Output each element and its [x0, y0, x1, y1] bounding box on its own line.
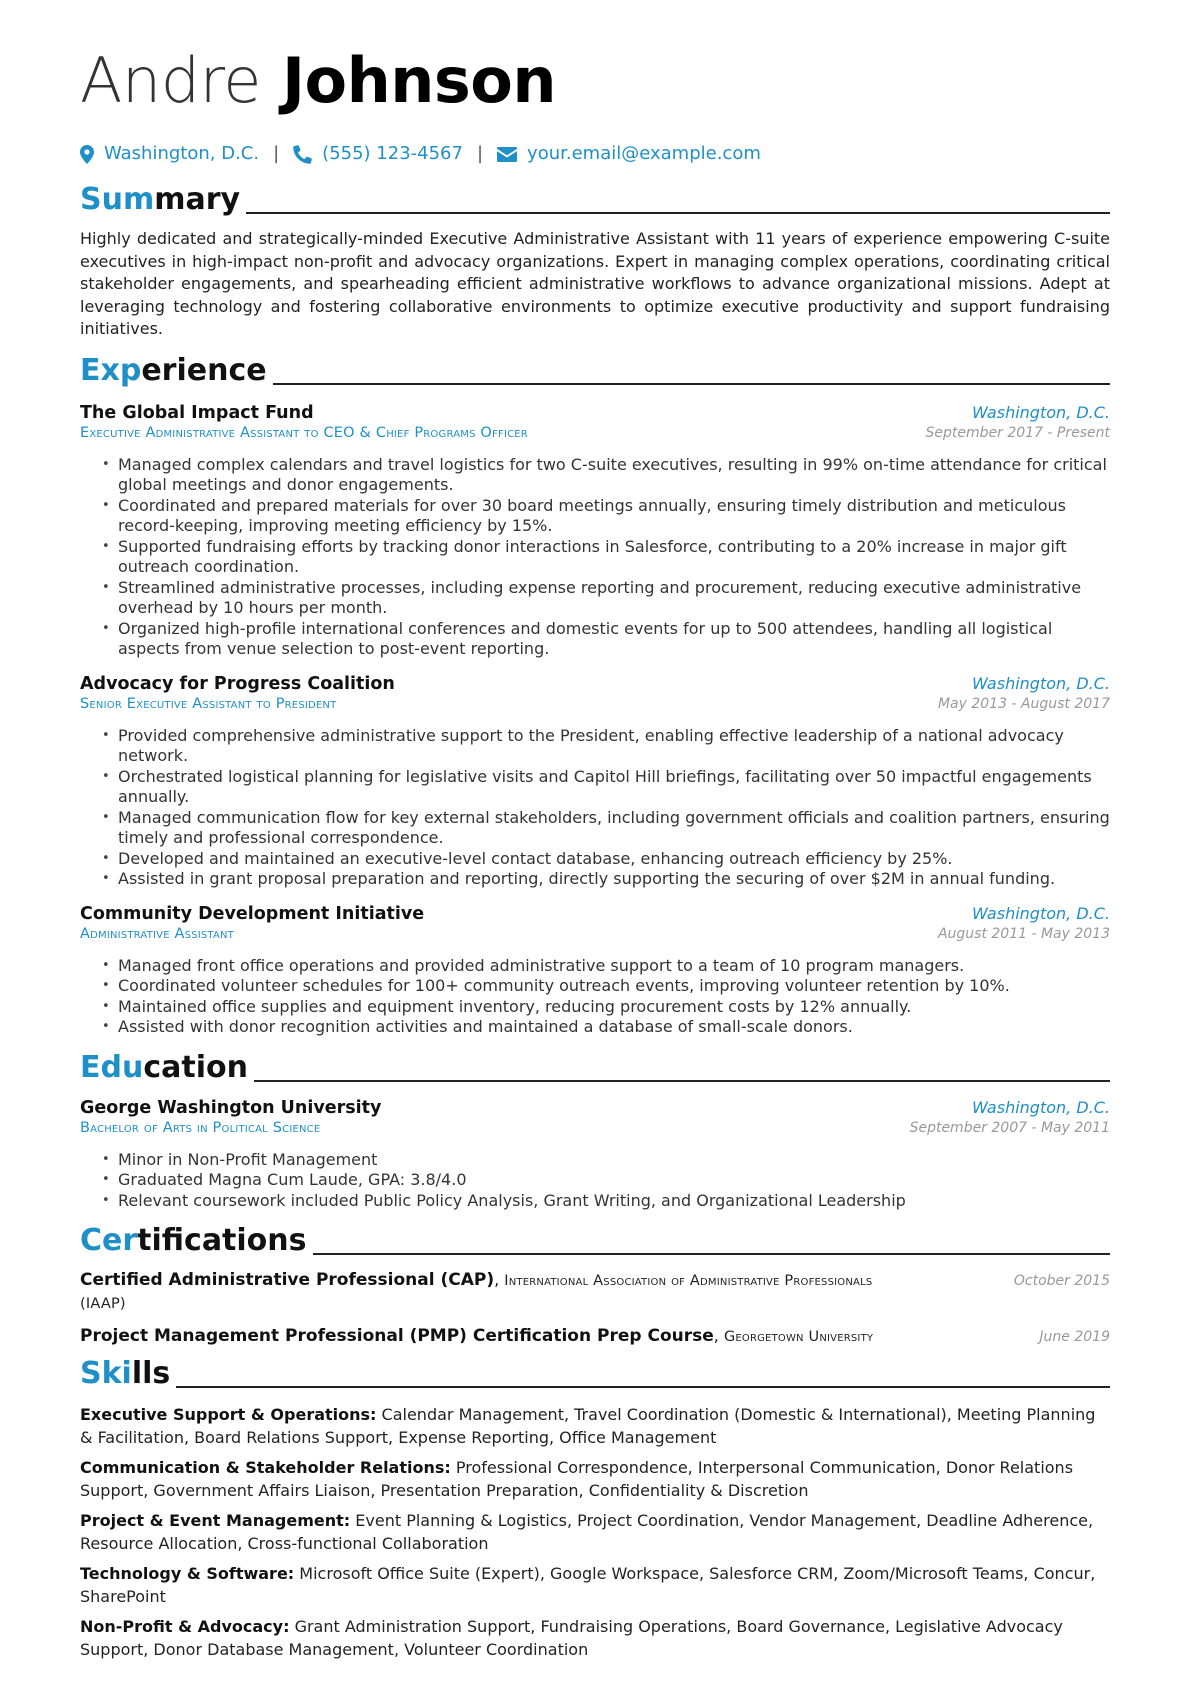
contact-separator: | — [273, 143, 280, 164]
certification-entry: Certified Administrative Professional (CAP), International Association of Administrative Professionals (IAAP) October 2015 — [80, 1270, 1110, 1312]
certification-issuer: International Association of Administrative Professionals (IAAP) — [80, 1273, 873, 1312]
list-item: • Relevant coursework included Public Policy Analysis, Grant Writing, and Organizational Leadership — [118, 1191, 1110, 1212]
bullet-list — [80, 956, 1110, 1038]
skill-category: Non-Profit & Advocacy: — [80, 1617, 290, 1636]
last-name: Johnson — [281, 44, 557, 117]
entry-location: Washington, D.C. — [971, 903, 1110, 923]
section-title: Summary — [80, 182, 241, 217]
education-entry — [80, 1098, 1110, 1212]
skill-group — [80, 1510, 1110, 1555]
section-title: Skills — [80, 1356, 171, 1391]
entry-dates: August 2011 - May 2013 — [937, 925, 1110, 942]
contact-location — [80, 142, 259, 166]
certification-name: Certified Administrative Professional (CAP) — [80, 1270, 495, 1290]
envelope-icon — [497, 147, 517, 162]
map-pin-icon — [80, 145, 94, 164]
skill-group — [80, 1457, 1110, 1502]
skill-category: Project & Event Management: — [80, 1511, 351, 1530]
section-title: Education — [80, 1049, 248, 1085]
list-item: • Coordinated and prepared materials for over 30 board meetings annually, ensuring timely distribution and meticulous record-keeping, improving meeting efficiency by 15%. — [118, 496, 1110, 537]
organization-name: Advocacy for Progress Coalition — [80, 673, 395, 694]
list-item: • Assisted in grant proposal preparation and reporting, directly supporting the securing of over $2M in annual funding. — [118, 869, 1110, 890]
list-item: • Developed and maintained an executive-level contact database, enhancing outreach efficiency by 25%. — [118, 849, 1110, 870]
job-title: Senior Executive Assistant to President — [80, 695, 337, 712]
list-item: • Managed front office operations and provided administrative support to a team of 10 program managers. — [118, 956, 1110, 977]
skill-category: Executive Support & Operations: — [80, 1405, 377, 1424]
certification-date: June 2019 — [1039, 1329, 1110, 1345]
list-item: • Supported fundraising efforts by tracking donor interactions in Salesforce, contributing to a 20% increase in major gift outreach coordination. — [118, 537, 1110, 578]
list-item: • Organized high-profile international conferences and domestic events for up to 500 attendees, handling all logistical aspects from venue selection to post-event reporting. — [118, 619, 1110, 660]
certification-date: October 2015 — [1013, 1273, 1110, 1289]
skill-items: Grant Administration Support, Fundraising Operations, Board Governance, Legislative Advocacy Support, Donor Database Management, Volunteer Coordination — [80, 1617, 1063, 1659]
candidate-name — [80, 42, 1110, 120]
bullet-list — [80, 1150, 1110, 1212]
section-divider — [313, 1253, 1110, 1255]
skill-group — [80, 1563, 1110, 1608]
contact-email[interactable] — [497, 142, 761, 166]
certification-name: Project Management Professional (PMP) Certification Prep Course — [80, 1326, 714, 1346]
summary-text: Highly dedicated and strategically-minded Executive Administrative Assistant with 11 years of experience empowering C-suite executives in high-impact non-profit and advocacy organizations. Expert in managing complex operations, coordinating critical stakeholder engagements, and spearheading efficient administrative workflows to advance organizational missions. Adept at leveraging technology and fostering collaborative environments to optimize executive productivity and support fundraising initiatives. — [80, 229, 1110, 338]
skills-heading — [80, 1356, 1110, 1392]
skill-category: Technology & Software: — [80, 1564, 295, 1583]
section-title: Experience — [80, 352, 267, 388]
skill-items: Microsoft Office Suite (Expert), Google Workspace, Salesforce CRM, Zoom/Microsoft Teams, Concur, SharePoint — [80, 1564, 1096, 1606]
entry-location: Washington, D.C. — [971, 673, 1110, 693]
degree-title: Bachelor of Arts in Political Science — [80, 1119, 321, 1136]
contact-separator: | — [476, 143, 484, 164]
list-item: • Streamlined administrative processes, including expense reporting and procurement, reducing executive administrative overhead by 10 hours per month. — [118, 578, 1110, 619]
organization-name: Community Development Initiative — [80, 903, 425, 924]
bullet-list — [80, 726, 1110, 890]
skill-category: Communication & Stakeholder Relations: — [80, 1458, 451, 1477]
skill-items: Calendar Management, Travel Coordination (Domestic & International), Meeting Planning & Facilitation, Board Relations Support, Expense Reporting, Office Management — [80, 1405, 1096, 1447]
section-divider — [273, 383, 1110, 385]
organization-name: The Global Impact Fund — [80, 402, 314, 423]
section-divider — [254, 1080, 1110, 1082]
list-item: • Coordinated volunteer schedules for 100+ community outreach events, improving volunteer retention by 10%. — [118, 976, 1110, 997]
entry-location: Washington, D.C. — [971, 1097, 1110, 1117]
list-item: • Provided comprehensive administrative support to the President, enabling effective leadership of a national advocacy network. — [118, 726, 1110, 767]
section-divider — [246, 212, 1110, 214]
list-item: • Managed complex calendars and travel logistics for two C-suite executives, resulting in 99% on-time attendance for critical global meetings and donor engagements. — [118, 455, 1110, 496]
summary-heading — [80, 182, 1110, 218]
certification-entry: Project Management Professional (PMP) Certification Prep Course, Georgetown University June 2019 — [80, 1326, 1110, 1346]
list-item: • Managed communication flow for key external stakeholders, including government officials and coalition partners, ensuring timely and professional correspondence. — [118, 808, 1110, 849]
section-divider — [176, 1386, 1110, 1388]
skill-items: Professional Correspondence, Interpersonal Communication, Donor Relations Support, Government Affairs Liaison, Presentation Preparation, Confidentiality & Discretion — [80, 1458, 1074, 1500]
list-item: • Maintained office supplies and equipment inventory, reducing procurement costs by 12% annually. — [118, 997, 1110, 1018]
list-item: • Minor in Non-Profit Management — [118, 1150, 1110, 1171]
experience-entry — [80, 904, 1110, 1038]
entry-dates: May 2013 - August 2017 — [937, 695, 1110, 712]
certification-issuer: Georgetown University — [723, 1329, 874, 1345]
contact-bar — [80, 142, 1110, 166]
skill-group — [80, 1404, 1110, 1449]
phone-icon — [293, 145, 312, 164]
section-title: Certifications — [80, 1223, 307, 1258]
entry-dates: September 2007 - May 2011 — [909, 1119, 1110, 1136]
experience-heading — [80, 353, 1110, 389]
institution-name: George Washington University — [80, 1097, 382, 1118]
job-title: Executive Administrative Assistant to CEO & Chief Programs Officer — [80, 424, 528, 441]
certifications-heading — [80, 1223, 1110, 1259]
entry-location: Washington, D.C. — [971, 402, 1110, 422]
experience-entry — [80, 403, 1110, 660]
skill-items: Event Planning & Logistics, Project Coordination, Vendor Management, Deadline Adherence, Resource Allocation, Cross-functional Collaboration — [80, 1511, 1094, 1553]
phone-text: (555) 123-4567 — [322, 143, 463, 164]
first-name: Andre — [80, 44, 261, 117]
job-title: Administrative Assistant — [80, 925, 234, 942]
bullet-list — [80, 455, 1110, 660]
email-link[interactable]: your.email@example.com — [527, 143, 761, 164]
list-item: • Orchestrated logistical planning for legislative visits and Capitol Hill briefings, facilitating over 50 impactful engagements annually. — [118, 767, 1110, 808]
entry-dates: September 2017 - Present — [925, 424, 1110, 441]
list-item: • Assisted with donor recognition activities and maintained a database of small-scale donors. — [118, 1017, 1110, 1038]
skill-group — [80, 1616, 1110, 1661]
experience-entry — [80, 674, 1110, 890]
contact-phone — [293, 142, 463, 166]
location-text: Washington, D.C. — [104, 143, 260, 164]
education-heading — [80, 1050, 1110, 1086]
list-item: • Graduated Magna Cum Laude, GPA: 3.8/4.0 — [118, 1170, 1110, 1191]
